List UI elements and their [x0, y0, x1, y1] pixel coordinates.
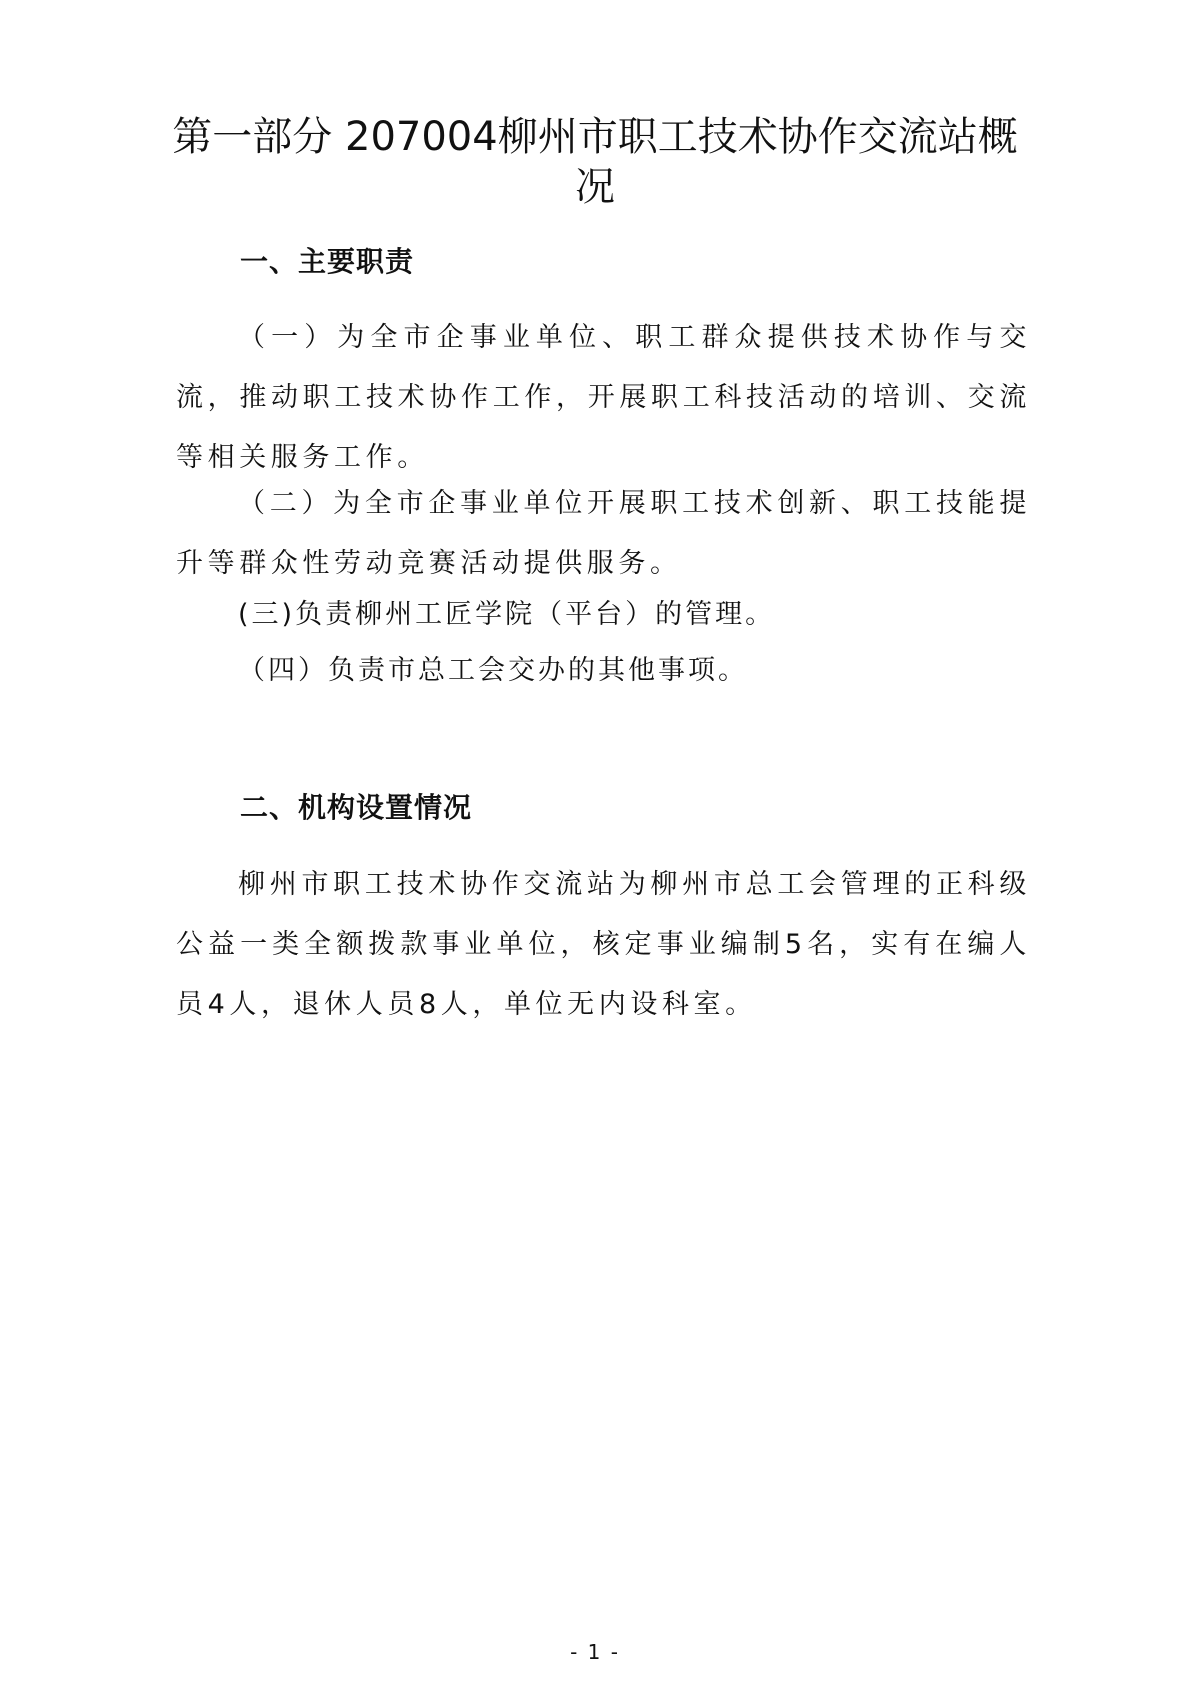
section-heading-duties: 一、主要职责	[240, 245, 415, 278]
duty-paragraph-4: （四）负责市总工会交办的其他事项。	[238, 655, 748, 686]
page-title: 第一部分 207004柳州市职工技术协作交流站概况	[172, 114, 1018, 210]
duty-paragraph-3: (三)负责柳州工匠学院（平台）的管理。	[238, 599, 776, 630]
section-heading-organization: 二、机构设置情况	[240, 791, 473, 824]
duty-paragraph-1: （一）为全市企事业单位、职工群众提供技术协作与交流，推动职工技术协作工作，开展职工科技活动的培训、交流等相关服务工作。	[176, 322, 1031, 473]
duty-paragraph-2: （二）为全市企事业单位开展职工技术创新、职工技能提升等群众性劳动竞赛活动提供服务。	[176, 488, 1031, 579]
organization-paragraph: 柳州市职工技术协作交流站为柳州市总工会管理的正科级公益一类全额拨款事业单位，核定事业编制5名，实有在编人员4人，退休人员8人，单位无内设科室。	[176, 869, 1031, 1020]
page-number: - 1 -	[570, 1640, 620, 1664]
